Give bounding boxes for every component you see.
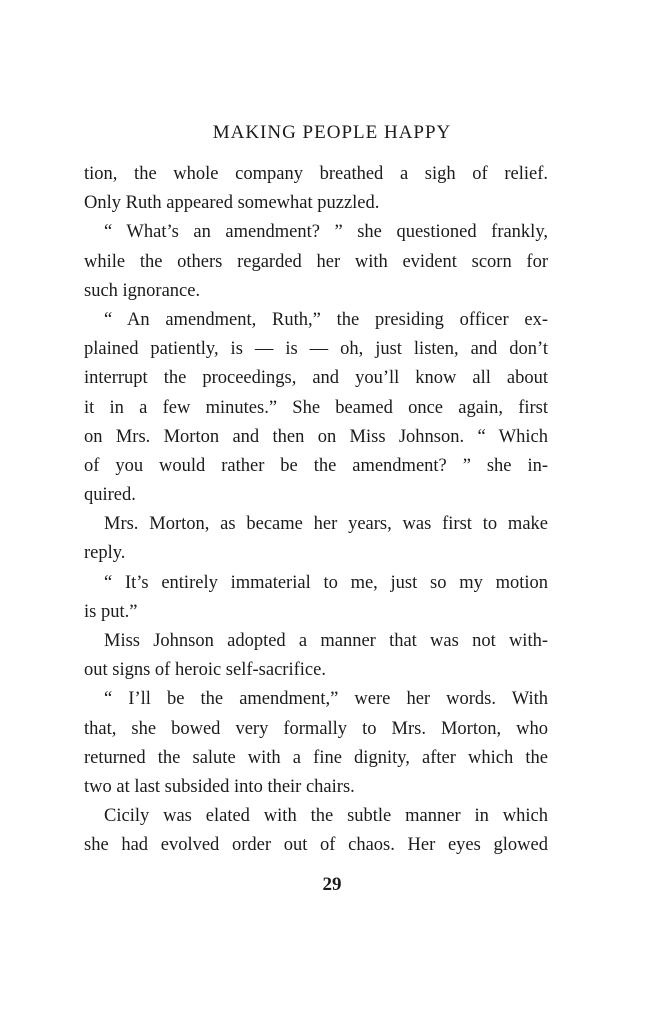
text-line: “ It’s entirely immaterial to me, just so my motion xyxy=(104,572,548,593)
text-line: on Mrs. Morton and then on Miss Johnson. “ Which xyxy=(84,426,548,447)
text-line: returned the salute with a fine dignity, after which the xyxy=(84,747,548,768)
text-line: tion, the whole company breathed a sigh of relief. xyxy=(84,164,548,184)
text-line: “ An amendment, Ruth,” the presiding officer ex- xyxy=(104,309,548,330)
text-line: such ignorance. xyxy=(84,280,201,301)
text-line: plained patiently, is — is — oh, just listen, and don’t xyxy=(84,339,548,360)
page-number: 29 xyxy=(322,874,342,895)
text-line: Only Ruth appeared somewhat puzzled. xyxy=(84,193,380,214)
text-line: while the others regarded her with evident scorn for xyxy=(84,251,548,272)
text-line: interrupt the proceedings, and you’ll know all about xyxy=(84,368,548,389)
text-line: of you would rather be the amendment? ” she in- xyxy=(84,455,548,476)
text-line: “ I’ll be the amendment,” were her words. With xyxy=(104,689,548,710)
text-line: it in a few minutes.” She beamed once again, first xyxy=(84,397,548,418)
text-line: reply. xyxy=(84,543,126,564)
text-line: out signs of heroic self-sacrifice. xyxy=(84,660,326,681)
text-line: quired. xyxy=(84,485,136,506)
running-head: MAKING PEOPLE HAPPY xyxy=(212,122,452,143)
text-line: Miss Johnson adopted a manner that was not with- xyxy=(104,631,548,651)
body-text xyxy=(84,160,548,861)
text-line: Mrs. Morton, as became her years, was first to make xyxy=(104,514,548,535)
text-line: is put.” xyxy=(84,601,138,622)
text-line: that, she bowed very formally to Mrs. Morton, who xyxy=(84,718,548,739)
text-line: she had evolved order out of chaos. Her eyes glowed xyxy=(84,835,548,856)
text-line: “ What’s an amendment? ” she questioned frankly, xyxy=(104,222,548,243)
text-line: two at last subsided into their chairs. xyxy=(84,776,355,797)
text-line: Cicily was elated with the subtle manner in which xyxy=(104,806,548,827)
